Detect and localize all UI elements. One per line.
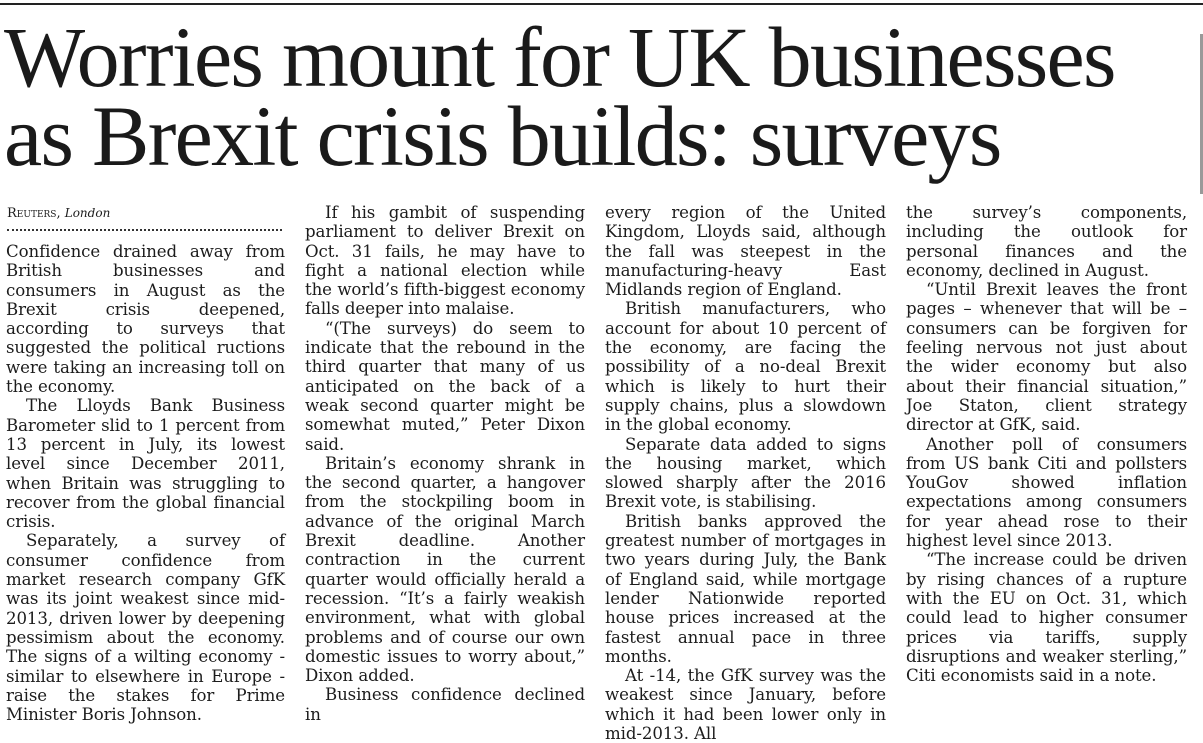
paragraph: At -14, the GfK survey was the weakest since January, before which it had been lower only in mid-2013. All: [605, 666, 886, 743]
paragraph: “(The surveys) do seem to indicate that the rebound in the third quarter that many of us anticipated on the back of a weak second quarter might be somewhat muted,” Peter Dixon said.: [305, 318, 585, 454]
paragraph: Separately, a survey of consumer confidence from market research company GfK was its joint weakest since mid-2013, driven lower by deepening pessimism about the economy. The signs of a wilting economy - similar to elsewhere in Europe - raise the stakes for Prime Minister Boris Johnson.: [6, 531, 285, 725]
paragraph: Separate data added to signs the housing market, which slowed sharply after the 2016 Brexit vote, is stabilising.: [605, 434, 886, 512]
headline: Worries mount for UK businesses as Brexit crisis builds: surveys: [4, 9, 1115, 184]
paragraph: British manufacturers, who account for about 10 percent of the economy, are facing the possibility of a no-deal Brexit which is likely to hurt their supply chains, plus a slowdown in the global economy.: [605, 299, 886, 435]
paragraph: the survey’s components, including the outlook for personal finances and the economy, declined in August.: [906, 203, 1187, 280]
paragraph: British banks approved the greatest number of mortgages in two years during July, the Bank of England said, while mortgage lender Nationwide reported house prices increased at the fastest annual pace in three months.: [605, 511, 886, 666]
paragraph: “The increase could be driven by rising chances of a rupture with the EU on Oct. 31, which could lead to higher consumer prices via tariffs, supply disruptions and weaker sterling,” Citi economists said in a note.: [906, 550, 1187, 686]
byline-location: London: [64, 206, 111, 220]
byline: [7, 204, 289, 223]
top-rule: [0, 3, 1203, 5]
paragraph: Confidence drained away from British businesses and consumers in August as the Brexit crisis deepened, according to surveys that suggested the political ructions were taking an increasing toll on the economy.: [6, 242, 285, 397]
paragraph: Britain’s economy shrank in the second quarter, a hangover from the stockpiling boom in advance of the original March Brexit deadline. Another contraction in the current quarter would officially herald a recession. “It’s a fairly weakish environment, what with global problems and of course our own domestic issues to worry about,” Dixon added.: [305, 453, 585, 686]
article-column-3: [605, 203, 886, 743]
byline-agency: Reuters,: [7, 206, 61, 221]
paragraph: Another poll of consumers from US bank Citi and pollsters YouGov showed inflation expectations among consumers for year ahead rose to their highest level since 2013.: [906, 434, 1187, 551]
article-column-1: [6, 242, 285, 724]
paragraph: “Until Brexit leaves the front pages – whenever that will be – consumers can be forgiven for feeling nervous not just about the wider economy but also about their financial situation,” Joe Staton, client strategy director at GfK, said.: [906, 280, 1187, 435]
article-column-2: [305, 203, 585, 724]
paragraph: every region of the United Kingdom, Lloyds said, although the fall was steepest in the manufacturing-heavy East Midlands region of England.: [605, 203, 886, 300]
paragraph: The Lloyds Bank Business Barometer slid to 1 percent from 13 percent in July, its lowest level since December 2011, when Britain was struggling to recover from the global financial crisis.: [6, 396, 285, 532]
paragraph: Business confidence declined in: [305, 685, 585, 724]
dotted-divider: [7, 229, 282, 231]
article-column-4: [906, 203, 1187, 685]
paragraph: If his gambit of suspending parliament to deliver Brexit on Oct. 31 fails, he may have to fight a national election while the world’s fifth-biggest economy falls deeper into malaise.: [305, 203, 585, 319]
